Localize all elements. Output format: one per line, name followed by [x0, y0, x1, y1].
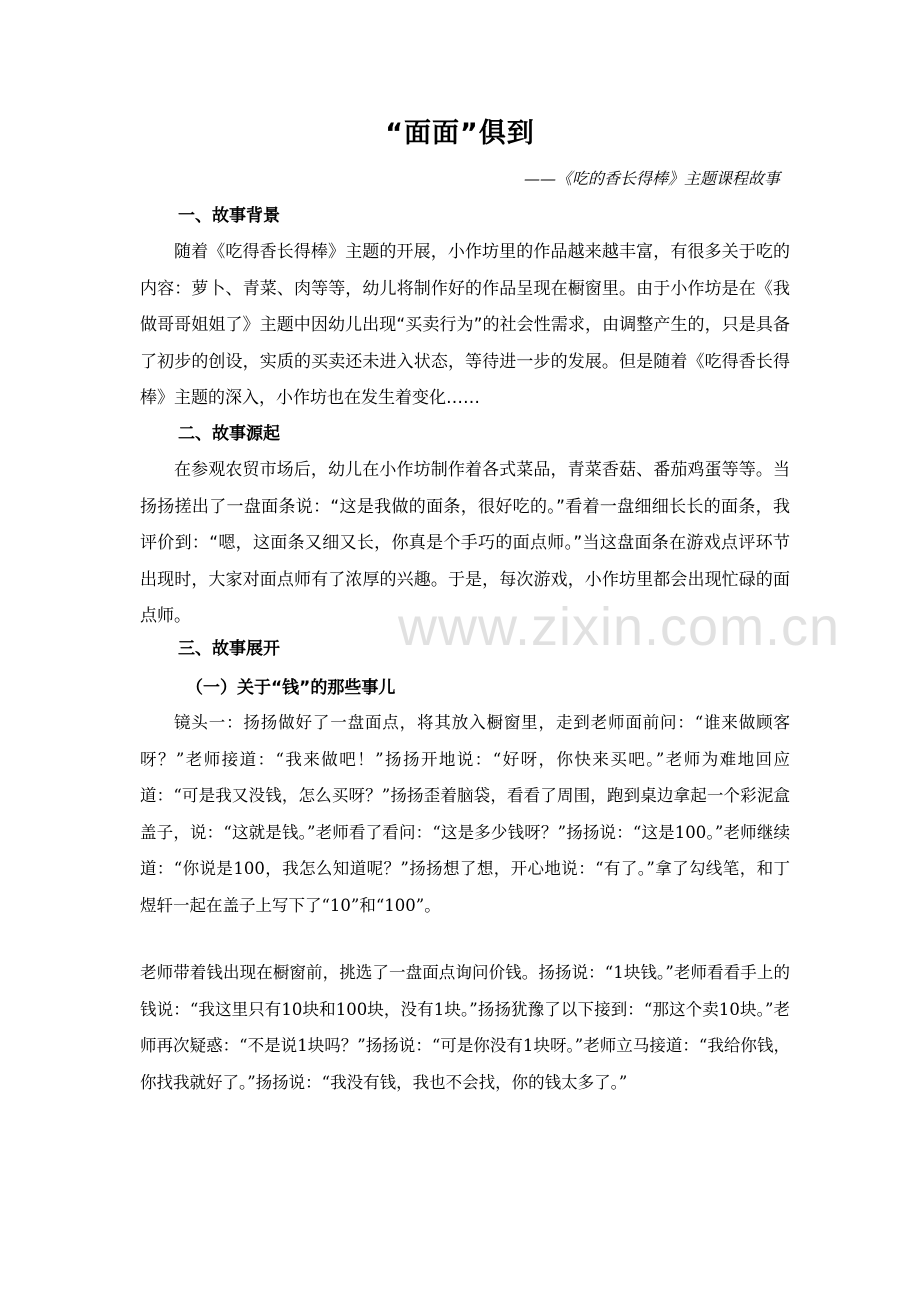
page-title: “面面”俱到 [385, 118, 535, 149]
watermark: www.zixin.com.cn [398, 597, 841, 657]
paragraph-scene-one: 镜头一：扬扬做好了一盘面点，将其放入橱窗里，走到老师面前问：“谁来做顾客呀？”老师接道：“我来做吧！”扬扬开地说：“好呀，你快来买吧。”老师为难地回应道：“可是我又没钱，怎么买呀？”扬扬歪着脑袋，看看了周围，跑到桌边拿起一个彩泥盒盖子，说：“这就是钱。”老师看了看问：“这是多少钱呀？”扬扬说：“这是100。”老师继续道：“你说是100，我怎么知道呢？”扬扬想了想，开心地说：“有了。”拿了勾线笔，和丁煜轩一起在盖子上写下了“10”和“100”。 [140, 713, 790, 915]
paragraph-background: 随着《吃得香长得棒》主题的开展，小作坊里的作品越来越丰富，有很多关于吃的内容：萝卜、青菜、肉等等，幼儿将制作好的作品呈现在橱窗里。由于小作坊是在《我做哥哥姐姐了》主题中因幼儿出现“买卖行为”的社会性需求，由调整产生的，只是具备了初步的创设，实质的买卖还未进入状态，等待进一步的发展。但是随着《吃得香长得棒》主题的深入，小作坊也在发生着变化…… [140, 242, 790, 408]
section-heading-background: 一、故事背景 [178, 206, 280, 226]
subsection-heading-money: （一）关于“钱”的那些事儿 [186, 678, 396, 698]
paragraph-origin: 在参观农贸市场后，幼儿在小作坊制作着各式菜品，青菜香菇、番茄鸡蛋等等。当扬扬搓出了一盘面条说：“这是我做的面条，很好吃的。”看着一盘细细长长的面条，我评价到：“嗯，这面条又细又长，你真是个手巧的面点师。”当这盘面条在游戏点评环节出现时，大家对面点师有了浓厚的兴趣。于是，每次游戏，小作坊里都会出现忙碌的面点师。 [140, 460, 790, 626]
paragraph-scene-one-continued: 老师带着钱出现在橱窗前，挑选了一盘面点询问价钱。扬扬说：“1块钱。”老师看看手上的钱说：“我这里只有10块和100块，没有1块。”扬扬犹豫了以下接到：“那这个卖10块。”老师再次疑惑：“不是说1块吗？”扬扬说：“可是你没有1块呀。”老师立马接道：“我给你钱，你找我就好了。”扬扬说：“我没有钱，我也不会找，你的钱太多了。” [140, 963, 790, 1092]
section-heading-development: 三、故事展开 [178, 639, 280, 659]
page-subtitle: ——《吃的香长得棒》主题课程故事 [523, 169, 780, 188]
section-heading-origin: 二、故事源起 [178, 424, 280, 444]
